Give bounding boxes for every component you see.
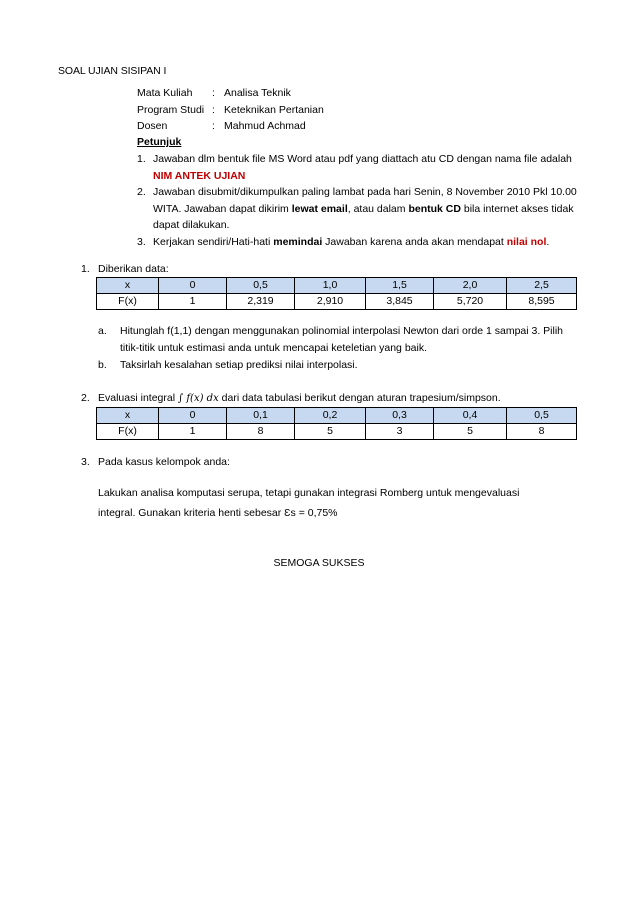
question-1-text: Diberikan data: [98, 263, 169, 275]
list-item: b. Taksirlah kesalahan setiap prediksi nilai interpolasi. [98, 359, 358, 371]
table-header-row: x 0 0,1 0,2 0,3 0,4 0,5 [97, 408, 577, 424]
course-meta [137, 85, 324, 135]
exam-title: SOAL UJIAN SISIPAN I [58, 65, 167, 77]
closing-text: SEMOGA SUKSES [273, 557, 365, 569]
instructions-title: Petunjuk [137, 136, 182, 148]
question-3-number: 3. [81, 456, 90, 468]
table-header-row: x 0 0,5 1,0 1,5 2,0 2,5 [97, 278, 577, 294]
instruction-item: 1. Jawaban dlm bentuk file MS Word atau pdf yang diattach atu CD dengan nama file adalah NIM ANTEK UJIAN [137, 153, 572, 182]
data-table-2 [96, 407, 577, 440]
list-item: a. Hitunglah f(1,1) dengan menggunakan polinomial interpolasi Newton dari orde 1 sampai 3. Pilih titik-titik untuk estimasi anda untuk mencapai keteletian yang baik. [98, 325, 564, 354]
meta-row-lecturer: Dosen : Mahmud Achmad [137, 120, 306, 132]
meta-row-course: Mata Kuliah : Analisa Teknik [137, 87, 291, 99]
instruction-item: 3. Kerjakan sendiri/Hati-hati memindai Jawaban karena anda akan mendapat nilai nol. [137, 235, 550, 248]
instruction-item: 2. Jawaban disubmit/dikumpulkan paling lambat pada hari Senin, 8 November 2010 Pkl 10.00 WITA. Jawaban dapat dikirim lewat email, atau dalam bentuk CD bila internet akses tidak dapat dilakukan. [137, 186, 577, 231]
table-row: F(x) 1 2,319 2,910 3,845 5,720 8,595 [97, 294, 577, 310]
question-3-paragraph: Lakukan analisa komputasi serupa, tetapi gunakan integrasi Romberg untuk mengevaluasi integral. Gunakan kriteria henti sebesar Ɛs = 0,75% [98, 487, 520, 519]
meta-row-program: Program Studi : Keteknikan Pertanian [137, 103, 324, 116]
question-3-text: Pada kasus kelompok anda: [98, 456, 230, 468]
instructions-list [137, 151, 577, 250]
integral-formula: ∫ f(x) dx [177, 393, 219, 404]
question-2-text: Evaluasi integral ∫ f(x) dx dari data tabulasi berikut dengan aturan trapesium/simpson. [98, 392, 501, 404]
question-1-subitems [98, 323, 568, 374]
question-2-number: 2. [81, 392, 90, 404]
question-1-number: 1. [81, 263, 90, 275]
table-row: F(x) 1 8 5 3 5 8 [97, 424, 577, 440]
data-table-1 [96, 277, 577, 310]
